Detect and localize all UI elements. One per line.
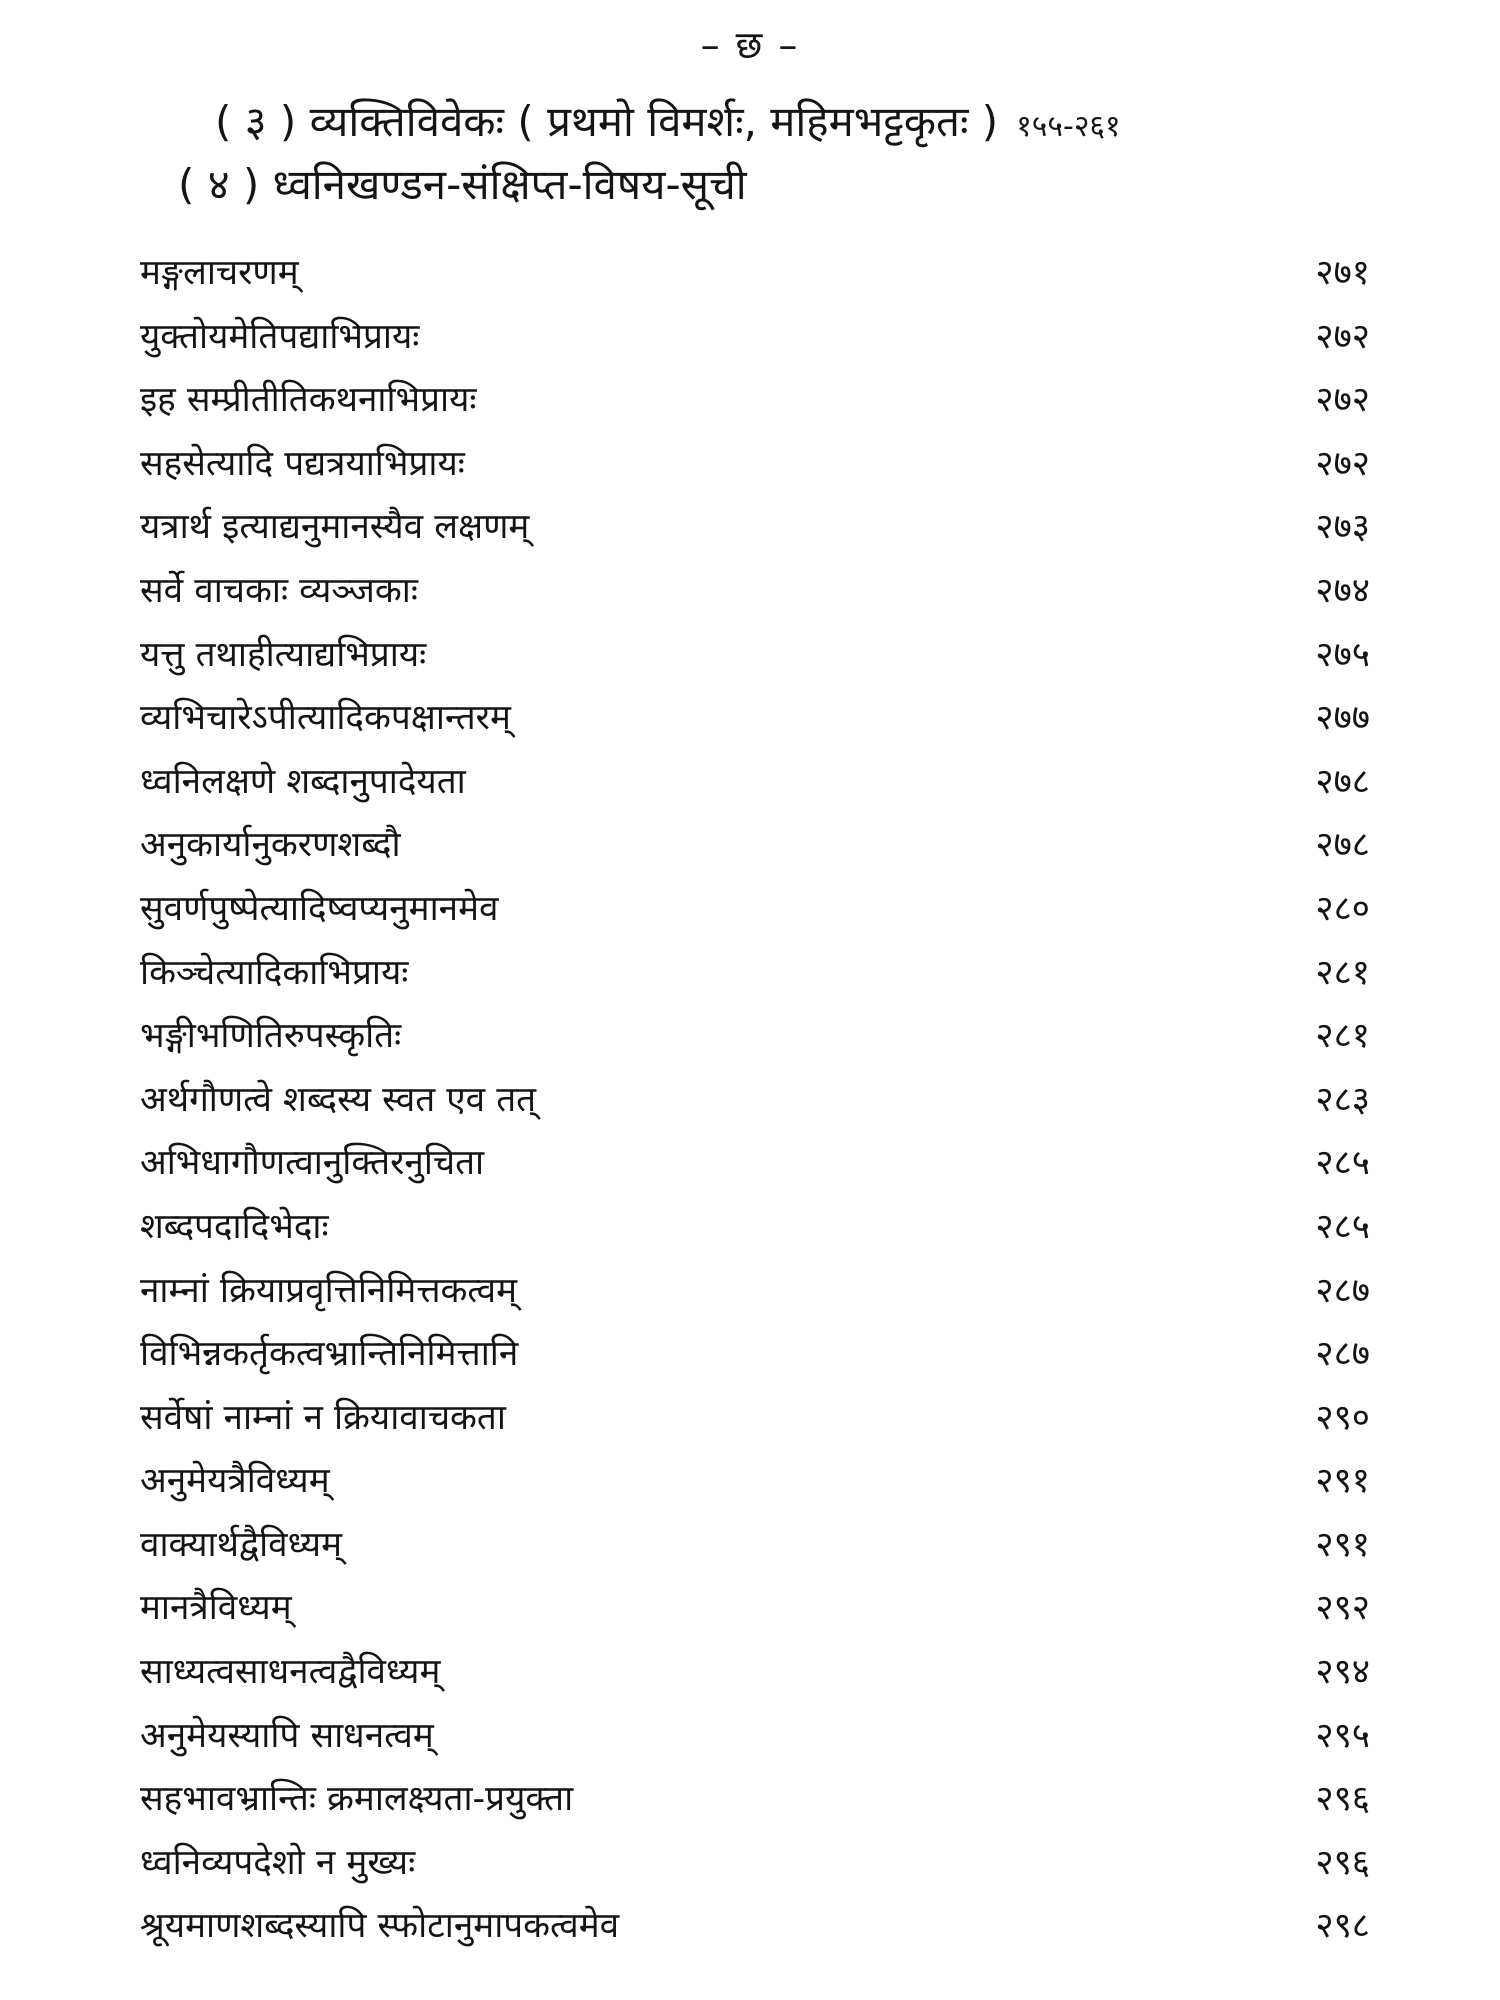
toc-entry <box>140 687 1370 751</box>
toc-entry-title: भङ्गीभणितिरुपस्कृतिः <box>140 1016 402 1057</box>
page-marker: – छ – <box>700 23 800 67</box>
toc-entry-page-number: २९० <box>1315 1397 1370 1438</box>
toc-entry-title: ध्वनिव्यपदेशो न मुख्यः <box>140 1842 416 1883</box>
toc-entry-page-number: २८३ <box>1315 1079 1370 1120</box>
section-heading-4 <box>178 155 747 212</box>
toc-entry-title: यत्रार्थ इत्याद्यनुमानस्यैव लक्षणम् <box>140 507 530 548</box>
toc-entry-page-number: २९४ <box>1315 1652 1370 1693</box>
toc-entry-title: अभिधागौणत्वानुक्तिरनुचिता <box>140 1143 485 1184</box>
toc-entry-title: श्रूयमाणशब्दस्यापि स्फोटानुमापकत्वमेव <box>140 1906 620 1947</box>
toc-entry-title: अनुकार्यानुकरणशब्दौ <box>140 825 401 866</box>
toc-entry-title: अर्थगौणत्वे शब्दस्य स्वत एव तत् <box>140 1079 537 1120</box>
toc-entry-title: अनुमेयत्रैविध्यम् <box>140 1461 330 1502</box>
toc-entry <box>140 1641 1370 1705</box>
section-heading-4-label: ( ४ ) ध्वनिखण्डन-संक्षिप्त-विषय-सूची <box>178 160 747 209</box>
contents-list <box>140 242 1370 1959</box>
toc-entry-title: अनुमेयस्यापि साधनत्वम् <box>140 1715 434 1756</box>
toc-entry-page-number: २९१ <box>1315 1461 1370 1502</box>
toc-entry-page-number: २७८ <box>1315 761 1370 802</box>
toc-entry <box>140 1450 1370 1514</box>
toc-entry <box>140 560 1370 624</box>
toc-entry-page-number: २९६ <box>1315 1842 1370 1883</box>
toc-entry <box>140 369 1370 433</box>
toc-entry-title: किञ्चेत्यादिकाभिप्रायः <box>140 952 409 993</box>
toc-entry-title: यत्तु तथाहीत्याद्यभिप्रायः <box>140 634 427 675</box>
toc-entry-title: विभिन्नकर्तृकत्वभ्रान्तिनिमित्तानि <box>140 1334 519 1375</box>
toc-entry-page-number: २७५ <box>1315 634 1370 675</box>
toc-entry-page-number: २८१ <box>1315 952 1370 993</box>
toc-entry-page-number: २८७ <box>1315 1270 1370 1311</box>
toc-entry-title: युक्तोयमेतिपद्याभिप्रायः <box>140 316 420 357</box>
toc-entry-title: नाम्नां क्रियाप्रवृत्तिनिमित्तकत्वम् <box>140 1270 518 1311</box>
toc-entry-page-number: २९६ <box>1315 1779 1370 1820</box>
toc-entry-page-number: २९२ <box>1315 1588 1370 1629</box>
toc-entry-page-number: २७३ <box>1315 507 1370 548</box>
toc-entry <box>140 1387 1370 1451</box>
toc-entry-page-number: २८० <box>1315 888 1370 929</box>
toc-entry <box>140 306 1370 370</box>
toc-entry-page-number: २७८ <box>1315 825 1370 866</box>
toc-entry <box>140 1132 1370 1196</box>
toc-entry-page-number: २७२ <box>1315 443 1370 484</box>
toc-entry <box>140 1069 1370 1133</box>
toc-entry-title: ध्वनिलक्षणे शब्दानुपादेयता <box>140 761 466 802</box>
toc-entry-title: इह सम्प्रीतीतिकथनाभिप्रायः <box>140 380 477 421</box>
toc-entry <box>140 1577 1370 1641</box>
toc-entry <box>140 1768 1370 1832</box>
toc-entry <box>140 1196 1370 1260</box>
toc-entry <box>140 1895 1370 1959</box>
toc-entry <box>140 496 1370 560</box>
toc-entry-page-number: २७२ <box>1315 316 1370 357</box>
toc-entry-title: सर्वेषां नाम्नां न क्रियावाचकता <box>140 1397 506 1438</box>
toc-entry-title: वाक्यार्थद्वैविध्यम् <box>140 1524 343 1565</box>
toc-entry-title: सुवर्णपुष्पेत्यादिष्वप्यनुमानमेव <box>140 888 499 929</box>
toc-entry <box>140 433 1370 497</box>
toc-entry-title: सहभावभ्रान्तिः क्रमालक्ष्यता-प्रयुक्ता <box>140 1779 574 1820</box>
toc-entry-page-number: २८७ <box>1315 1334 1370 1375</box>
toc-entry-page-number: २८५ <box>1315 1206 1370 1247</box>
section-heading-3-label: ( ३ ) व्यक्तिविवेकः ( प्रथमो विमर्शः, महिमभट्टकृतः ) <box>215 97 999 146</box>
toc-entry <box>140 624 1370 688</box>
toc-entry-title: शब्दपदादिभेदाः <box>140 1206 329 1247</box>
toc-entry-title: व्यभिचारेऽपीत्यादिकपक्षान्तरम् <box>140 698 511 739</box>
toc-entry-title: सहसेत्यादि पद्यत्रयाभिप्रायः <box>140 443 465 484</box>
toc-entry <box>140 1323 1370 1387</box>
toc-entry-title: मङ्गलाचरणम् <box>140 253 299 293</box>
toc-entry-title: साध्यत्वसाधनत्वद्वैविध्यम् <box>140 1652 441 1693</box>
toc-entry <box>140 1832 1370 1896</box>
toc-entry <box>140 1260 1370 1324</box>
toc-entry-page-number: २९८ <box>1315 1906 1370 1947</box>
toc-entry <box>140 814 1370 878</box>
toc-entry-page-number: २९१ <box>1315 1524 1370 1565</box>
toc-entry <box>140 878 1370 942</box>
toc-entry-page-number: २७४ <box>1315 570 1370 611</box>
toc-entry <box>140 942 1370 1006</box>
toc-entry <box>140 242 1370 306</box>
toc-entry-page-number: २७२ <box>1315 380 1370 421</box>
toc-entry <box>140 1705 1370 1769</box>
toc-entry-page-number: २८५ <box>1315 1143 1370 1184</box>
toc-entry-page-number: २७७ <box>1315 698 1370 739</box>
toc-entry-page-number: २७१ <box>1315 253 1370 293</box>
toc-entry <box>140 751 1370 815</box>
toc-entry-page-number: २९५ <box>1315 1715 1370 1756</box>
toc-entry-title: सर्वे वाचकाः व्यञ्जकाः <box>140 570 418 611</box>
toc-entry <box>140 1005 1370 1069</box>
section-heading-3-range: १५५-२६१ <box>1016 109 1121 144</box>
toc-entry-page-number: २८१ <box>1315 1016 1370 1057</box>
toc-entry <box>140 1514 1370 1578</box>
toc-entry-title: मानत्रैविध्यम् <box>140 1588 292 1629</box>
section-heading-3 <box>215 92 1121 149</box>
